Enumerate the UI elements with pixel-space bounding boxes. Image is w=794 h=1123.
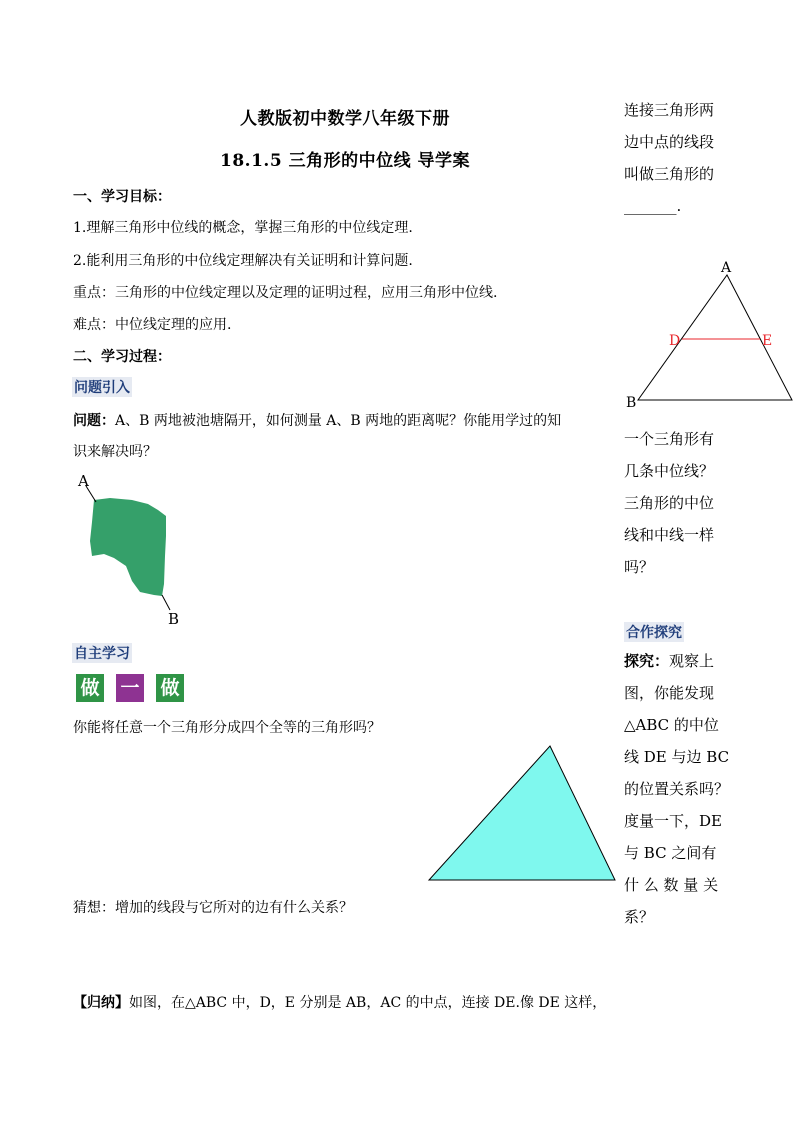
question-line-2: 识来解决吗？ (73, 444, 157, 460)
self-study-label: 自主学习 (72, 643, 132, 663)
summary-text: 如图，在△ABC 中，D，E 分别是 AB，AC 的中点，连接 DE.像 DE 这样， (129, 995, 607, 1011)
task-text: 你能将任意一个三角形分成四个全等的三角形吗？ (73, 720, 381, 736)
point-e-label: E (762, 333, 773, 349)
pond-line-b (162, 595, 170, 610)
explore-line: 系？ (624, 908, 655, 926)
sidebar-explore (624, 645, 729, 933)
key-point: 重点：三角形的中位线定理以及定理的证明过程，应用三角形中位线. (73, 285, 498, 301)
pond-figure (70, 466, 190, 631)
vertex-b-label: B (626, 395, 637, 411)
explore-prefix: 探究： (624, 652, 670, 670)
do-char-3: 做 (156, 674, 184, 702)
sidebar-definition (624, 94, 714, 222)
definition-blank: _______. (624, 197, 682, 215)
guess-text: 猜想：增加的线段与它所对的边有什么关系？ (73, 900, 353, 916)
cyan-triangle (429, 746, 615, 880)
pond-label-a: A (78, 472, 89, 490)
point-d-label: D (669, 333, 681, 349)
coop-label: 合作探究 (624, 622, 684, 642)
cyan-triangle-figure (425, 742, 620, 887)
explore-line: 的位置关系吗？ (624, 780, 730, 798)
explore-line: 度量一下，DE (624, 812, 722, 830)
difficulty: 难点：中位线定理的应用. (73, 317, 232, 333)
vertex-a-label: A (721, 260, 732, 276)
explore-line: 与 BC 之间有 (624, 844, 717, 862)
goal-1: 1.理解三角形中位线的概念，掌握三角形的中位线定理. (73, 220, 413, 236)
definition-line: 边中点的线段 (624, 133, 715, 151)
sidebar-questions (624, 423, 714, 583)
sidebar-question-line: 线和中线一样 (624, 526, 715, 544)
definition-line: 连接三角形两 (624, 101, 715, 119)
summary-line (73, 992, 606, 1012)
section-heading-process: 二、学习过程： (73, 349, 171, 365)
question-prefix: 问题： (73, 413, 115, 429)
do-char-2: 一 (116, 674, 144, 702)
explore-line: 线 DE 与边 BC (624, 748, 730, 766)
section-heading-goals: 一、学习目标： (73, 189, 171, 205)
midline-triangle-figure (620, 255, 794, 415)
question-text: A、B 两地被池塘隔开，如何测量 A、B 两地的距离呢？你能用学过的知 (115, 413, 562, 429)
explore-line: 图，你能发现 (624, 684, 715, 702)
explore-line: 观察上 (669, 652, 715, 670)
goal-2: 2.能利用三角形的中位线定理解决有关证明和计算问题. (73, 253, 413, 269)
pond-shape (90, 498, 166, 596)
pond-label-b: B (168, 610, 180, 628)
sidebar-question-line: 几条中位线？ (624, 462, 715, 480)
sidebar-question-line: 吗？ (624, 558, 655, 576)
explore-line-first (624, 645, 729, 677)
page-subtitle: 18.1.5 三角形的中位线 导学案 (220, 151, 470, 171)
sidebar-question-line: 一个三角形有 (624, 430, 715, 448)
explore-line: 什 么 数 量 关 (624, 876, 719, 894)
page-title: 人教版初中数学八年级下册 (240, 109, 450, 129)
explore-line: △ABC 的中位 (624, 716, 719, 734)
intro-label: 问题引入 (72, 377, 132, 397)
do-char-1: 做 (76, 674, 104, 702)
definition-line: 叫做三角形的 (624, 165, 715, 183)
question-line-1 (73, 410, 561, 430)
summary-prefix: 【归纳】 (73, 995, 129, 1011)
sidebar-question-line: 三角形的中位 (624, 494, 715, 512)
